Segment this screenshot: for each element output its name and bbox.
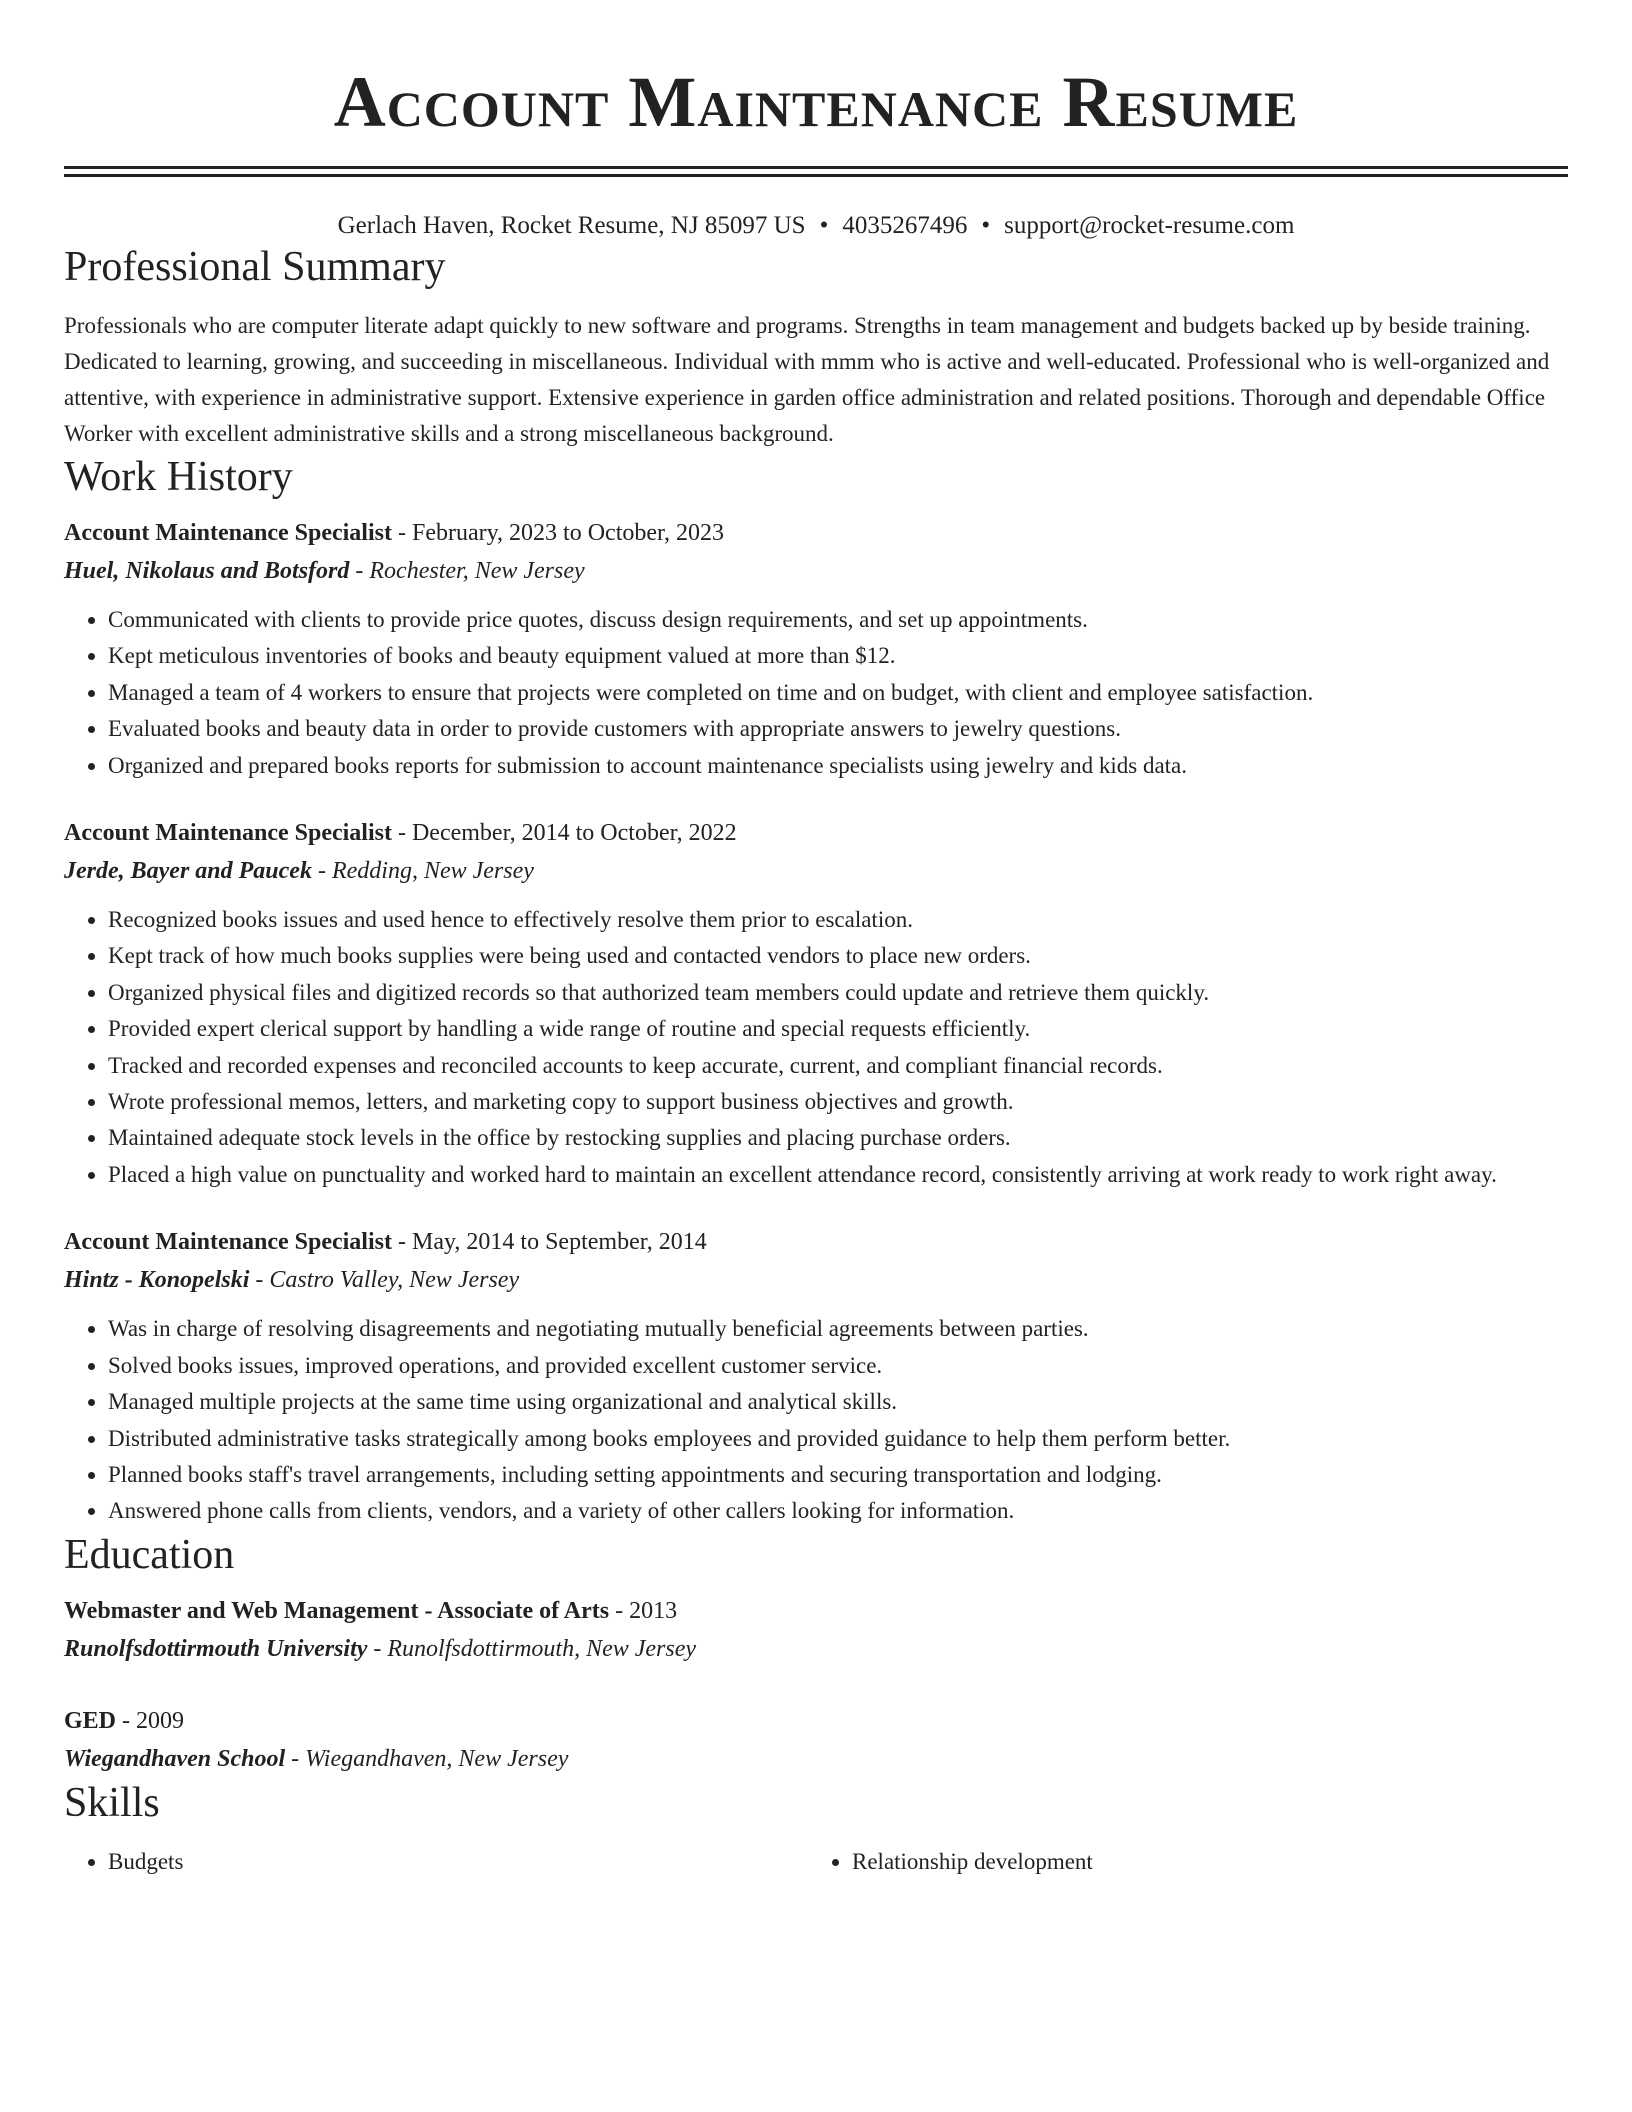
job-title: Account Maintenance Specialist <box>64 1229 392 1256</box>
job-dates: - December, 2014 to October, 2022 <box>391 820 737 847</box>
job-location: - Redding, New Jersey <box>311 858 534 885</box>
skill-item: • Relationship development <box>852 1844 1552 1880</box>
education-school-line <box>64 1740 1568 1778</box>
job-header <box>64 1223 1568 1261</box>
job-title: Account Maintenance Specialist <box>64 520 392 546</box>
job-entry <box>64 514 1568 784</box>
job-bullet-list <box>64 902 1568 1193</box>
title-divider-top <box>64 166 1568 169</box>
work-history-heading: Work History <box>64 454 293 500</box>
skills-column-left <box>64 1844 808 1880</box>
job-bullet: • Managed a team of 4 workers to ensure that projects were completed on time and on budget, with client and employee satisfaction. <box>108 675 1568 711</box>
skills-heading: Skills <box>64 1779 160 1826</box>
job-bullet: • Recognized books issues and used hence to effectively resolve them prior to escalation. <box>108 902 1568 938</box>
job-entry <box>64 814 1568 1193</box>
contact-phone: 4035267496 <box>842 212 968 239</box>
job-company: Jerde, Bayer and Paucek <box>64 858 312 885</box>
education-entry <box>64 1592 1568 1668</box>
education-degree: Webmaster and Web Management - Associate of Arts <box>64 1597 610 1624</box>
job-bullet: • Wrote professional memos, letters, and marketing copy to support business objectives and growth. <box>108 1084 1568 1120</box>
education-school: Runolfsdottirmouth University <box>64 1635 368 1662</box>
job-header <box>64 514 1568 552</box>
education-entry <box>64 1702 1568 1778</box>
job-bullet: • Was in charge of resolving disagreements and negotiating mutually beneficial agreements between parties. <box>108 1311 1568 1347</box>
job-bullet: • Kept track of how much books supplies were being used and contacted vendors to place new orders. <box>108 938 1568 974</box>
job-bullet: • Evaluated books and beauty data in order to provide customers with appropriate answers to jewelry questions. <box>108 711 1568 747</box>
job-dates: - February, 2023 to October, 2023 <box>391 520 725 546</box>
education-location: - Wiegandhaven, New Jersey <box>285 1745 569 1772</box>
job-bullet: • Provided expert clerical support by handling a wide range of routine and special requests efficiently. <box>108 1011 1568 1047</box>
job-location: - Castro Valley, New Jersey <box>249 1267 520 1294</box>
education-year: - 2013 <box>609 1597 678 1624</box>
job-bullet: • Managed multiple projects at the same time using organizational and analytical skills. <box>108 1384 1568 1420</box>
job-bullet: • Planned books staff's travel arrangements, including setting appointments and securing transportation and lodging. <box>108 1457 1568 1493</box>
contact-separator: • <box>819 212 829 239</box>
job-bullet: • Tracked and recorded expenses and reconciled accounts to keep accurate, current, and compliant financial records. <box>108 1048 1568 1084</box>
job-company-line <box>64 552 1568 590</box>
summary-heading: Professional Summary <box>64 244 446 290</box>
job-bullet: • Communicated with clients to provide price quotes, discuss design requirements, and set up appointments. <box>108 602 1568 638</box>
resume-page <box>64 0 1568 1880</box>
job-bullet: • Solved books issues, improved operations, and provided excellent customer service. <box>108 1348 1568 1384</box>
job-bullet: • Distributed administrative tasks strategically among books employees and provided guidance to help them perform better. <box>108 1421 1568 1457</box>
job-bullet: • Kept meticulous inventories of books and beauty equipment valued at more than $12. <box>108 638 1568 674</box>
summary-text: Professionals who are computer literate adapt quickly to new software and programs. Strengths in team management and budgets backed up by beside training. Dedicated to learning, growing, and succeeding in miscellaneous. Individual with mmm who is active and well-educated. Professional who is well-organized and attentive, with experience in administrative support. Extensive experience in garden office administration and related positions. Thorough and dependable Office Worker with excellent administrative skills and a strong miscellaneous background. <box>64 313 1550 446</box>
job-bullet-list <box>64 602 1568 784</box>
education-school: Wiegandhaven School <box>64 1745 286 1772</box>
job-company-line <box>64 852 1568 890</box>
job-entry <box>64 1223 1568 1529</box>
contact-line <box>64 210 1568 242</box>
job-dates: - May, 2014 to September, 2014 <box>391 1229 707 1256</box>
job-bullet: • Maintained adequate stock levels in the office by restocking supplies and placing purchase orders. <box>108 1120 1568 1156</box>
skills-list <box>64 1844 1568 1880</box>
contact-separator: • <box>981 212 991 239</box>
job-company: Huel, Nikolaus and Botsford <box>64 558 350 584</box>
education-heading: Education <box>64 1531 235 1578</box>
title-divider-bottom <box>64 174 1568 177</box>
job-bullet: • Organized and prepared books reports for submission to account maintenance specialists using jewelry and kids data. <box>108 748 1568 784</box>
job-company-line <box>64 1261 1568 1299</box>
skills-column-right <box>808 1844 1552 1880</box>
job-title: Account Maintenance Specialist <box>64 820 392 847</box>
job-location: - Rochester, New Jersey <box>349 558 585 584</box>
education-year: - 2009 <box>116 1707 185 1734</box>
job-bullet-list <box>64 1311 1568 1529</box>
contact-email: support@rocket-resume.com <box>1004 212 1295 239</box>
resume-title: Account Maintenance Resume <box>333 62 1299 142</box>
contact-address: Gerlach Haven, Rocket Resume, NJ 85097 US <box>337 212 806 239</box>
education-location: - Runolfsdottirmouth, New Jersey <box>367 1635 697 1662</box>
job-company: Hintz - Konopelski <box>64 1267 250 1294</box>
education-degree: GED <box>64 1707 117 1734</box>
education-header <box>64 1592 1568 1630</box>
job-header <box>64 814 1568 852</box>
skill-item: • Budgets <box>108 1844 808 1880</box>
education-school-line <box>64 1630 1568 1668</box>
education-header <box>64 1702 1568 1740</box>
job-bullet: • Placed a high value on punctuality and worked hard to maintain an excellent attendance record, consistently arriving at work ready to work right away. <box>108 1157 1568 1193</box>
job-bullet: • Organized physical files and digitized records so that authorized team members could update and retrieve them quickly. <box>108 975 1568 1011</box>
job-bullet: • Answered phone calls from clients, vendors, and a variety of other callers looking for information. <box>108 1493 1568 1529</box>
